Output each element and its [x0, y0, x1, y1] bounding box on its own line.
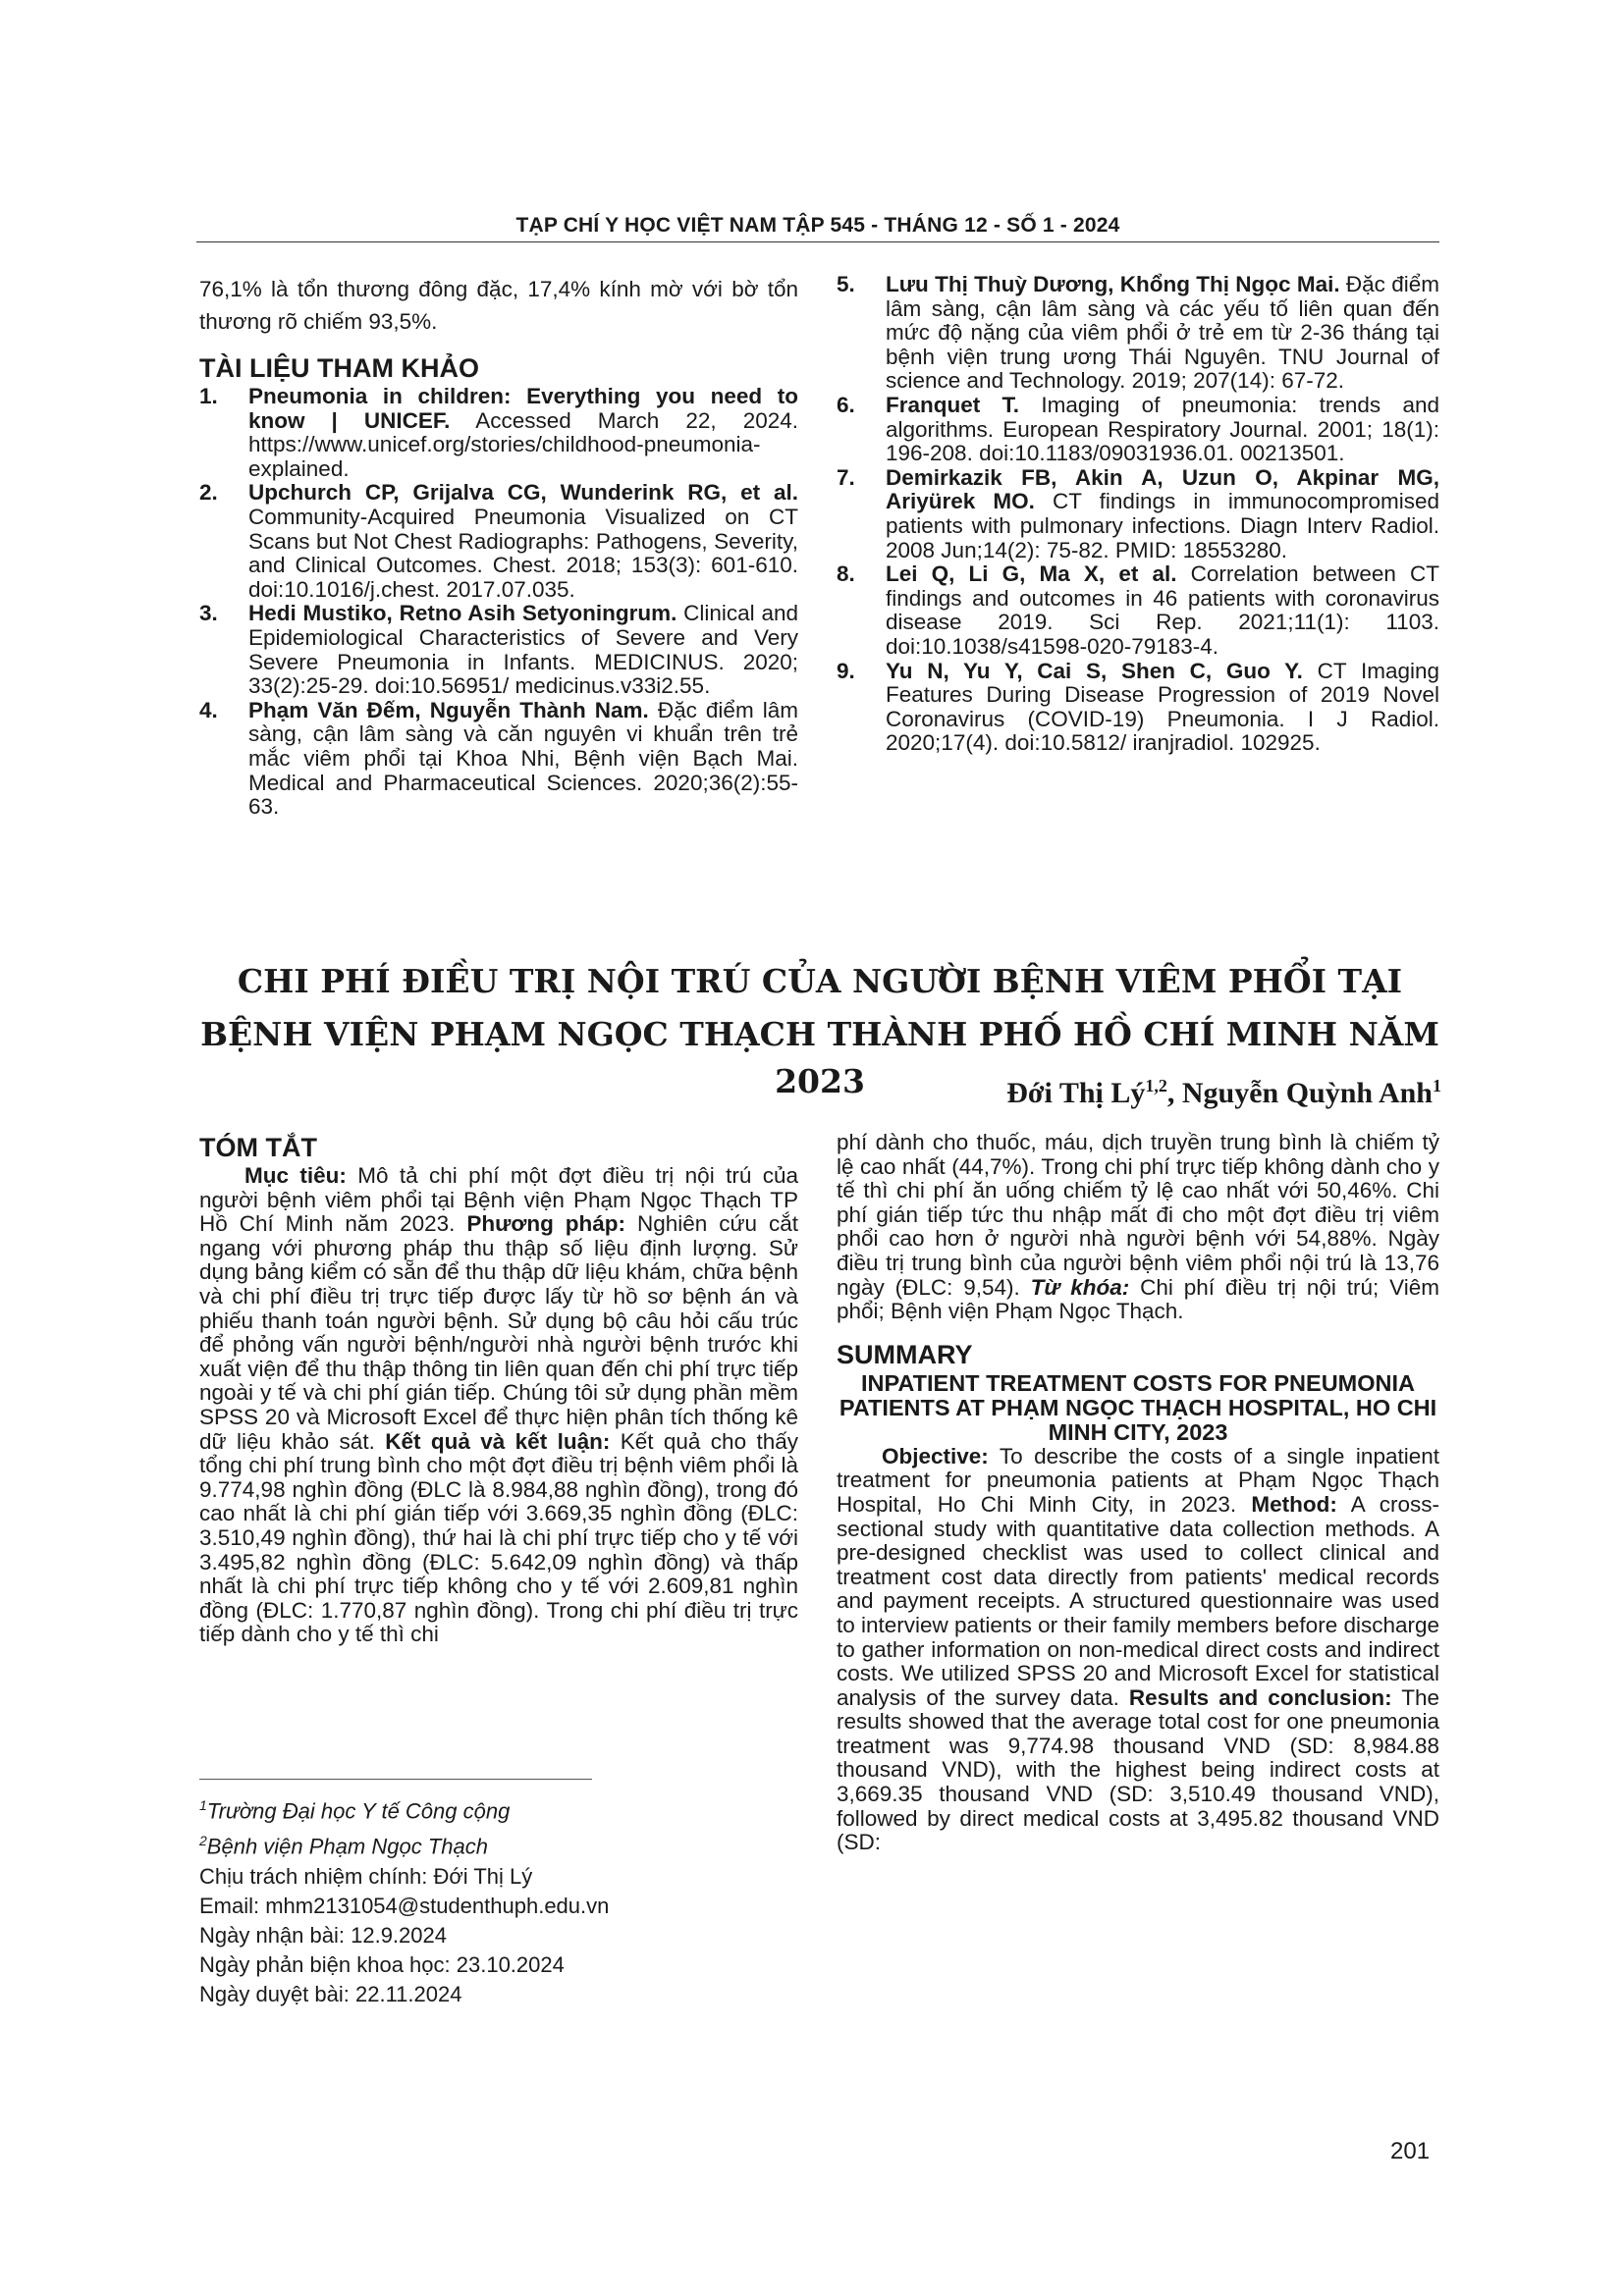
review-date: Ngày phản biện khoa học: 23.10.2024	[199, 1951, 565, 1977]
article-title-line-2: BỆNH VIỆN PHẠM NGỌC THẠCH THÀNH PHỐ HỒ CHÍ MINH NĂM 2023	[200, 1015, 1439, 1100]
abstract-continued-and-summary	[837, 1131, 1439, 1855]
footnote-divider	[199, 1779, 592, 1780]
reference-item: 1. Pneumonia in children: Everything you need to know | UNICEF. Accessed March 22, 2024. https://www.unicef.org/stories/childhood-pneumonia-explained.	[199, 384, 798, 481]
reference-item: 9. Yu N, Yu Y, Cai S, Shen C, Guo Y. CT Imaging Features During Disease Progression of 2019 Novel Coronavirus (COVID-19) Pneumonia. I J Radiol. 2020;17(4). doi:10.5812/ iranjradiol. 102925.	[837, 658, 1439, 756]
references-list-left	[199, 385, 798, 820]
author-name: Nguyễn Quỳnh Anh	[1181, 1077, 1433, 1109]
article-authors	[1006, 1076, 1441, 1110]
abstract-continued: phí dành cho thuốc, máu, dịch truyền trung bình là chiếm tỷ lệ cao nhất (44,7%). Trong chi phí trực tiếp không dành cho y tế thì chi phí ăn uống chiếm tỷ lệ cao nhất với 50,46%. Chi phí gián tiếp tức thu nhập mất đi cho một đợt điều trị viêm phổi cao hơn ở người nhà người bệnh với 54,88%. Ngày điều trị trung bình của người bệnh viêm phổi nội trú là 13,76 ngày (ĐLC: 9,54). Từ khóa: Chi phí điều trị nội trú; Viêm phổi; Bệnh viện Phạm Ngọc Thạch.	[837, 1130, 1439, 1324]
page-number: 201	[1390, 2138, 1431, 2164]
references-list-right	[837, 273, 1439, 756]
abstract-vietnamese	[199, 1131, 798, 1647]
previous-article-tail: 76,1% là tổn thương đông đặc, 17,4% kính mờ với bờ tổn thương rõ chiếm 93,5%.	[199, 277, 798, 334]
author-separator: ,	[1166, 1077, 1182, 1109]
reference-item: 5. Lưu Thị Thuỳ Dương, Khổng Thị Ngọc Mai. Đặc điểm lâm sàng, cận lâm sàng và các yếu tố liên quan đến mức độ nặng của viêm phổi ở trẻ em từ 2-36 tháng tại bệnh viện trung ương Thái Nguyên. TNU Journal of science and Technology. 2019; 207(14): 67-72.	[837, 272, 1439, 394]
reference-item: 3. Hedi Mustiko, Retno Asih Setyoningrum. Clinical and Epidemiological Characteristics of Severe and Very Severe Pneumonia in Infants. MEDICINUS. 2020; 33(2):25-29. doi:10.56951/ medicinus.v33i2.55.	[199, 601, 798, 699]
article-title-line-1: CHI PHÍ ĐIỀU TRỊ NỘI TRÚ CỦA NGƯỜI BỆNH VIÊM PHỔI TẠI	[237, 962, 1403, 1000]
affiliation-2: $^2$Bệnh viện Phạm Ngọc Thạch	[199, 1833, 488, 1859]
email: Email: mhm2131054@studenthuph.edu.vn	[199, 1893, 610, 1918]
reference-item: 6. Franquet T. Imaging of pneumonia: trends and algorithms. European Respiratory Journal. 2001; 18(1): 196-208. doi:10.1183/09031936.01. 00213501.	[837, 392, 1439, 466]
accepted-date: Ngày duyệt bài: 22.11.2024	[199, 1981, 462, 2006]
reference-item: 4. Phạm Văn Đếm, Nguyễn Thành Nam. Đặc điểm lâm sàng, cận lâm sàng và căn nguyên vi khuẩn trên trẻ mắc viêm phổi tại Khoa Nhi, Bệnh viện Bạch Mai. Medical and Pharmaceutical Sciences. 2020;36(2):55-63.	[199, 697, 798, 820]
author-affiliation-marker: 1	[1433, 1076, 1441, 1095]
header-divider	[196, 241, 1439, 242]
footnotes	[199, 1790, 609, 2009]
affiliation-1: $^1$Trường Đại học Y tế Công cộng	[199, 1797, 511, 1824]
references-left-column	[199, 273, 798, 820]
received-date: Ngày nhận bài: 12.9.2024	[199, 1922, 447, 1948]
references-heading: TÀI LIỆU THAM KHẢO	[199, 353, 479, 383]
summary-body: Objective: To describe the costs of a single inpatient treatment for pneumonia patients at Phạm Ngọc Thạch Hospital, Ho Chi Minh City, in 2023. Method: A cross-sectional study with quantitative data collection methods. A pre-designed checklist was used to collect clinical and treatment cost data directly from patients' medical records and payment receipts. A structured questionnaire was used to interview patients or their family members before discharge to gather information on non-medical direct costs and indirect costs. We utilized SPSS 20 and Microsoft Excel for statistical analysis of the survey data. Results and conclusion: The results showed that the average total cost for one pneumonia treatment was 9,774.98 thousand VND (SD: 8,984.88 thousand VND), with the highest being indirect costs at 3,669.35 thousand VND (SD: 3,510.49 thousand VND), followed by direct medical costs at 3,495.82 thousand VND (SD:	[837, 1443, 1440, 1855]
abstract-body: Mục tiêu: Mô tả chi phí một đợt điều trị nội trú của người bệnh viêm phổi tại Bệnh viện Phạm Ngọc Thạch TP Hồ Chí Minh năm 2023. Phương pháp: Nghiên cứu cắt ngang với phương pháp thu thập số liệu định lượng. Sử dụng bảng kiểm có sẵn để thu thập dữ liệu khám, chữa bệnh và chi phí điều trị trực tiếp được lấy từ hồ sơ bệnh án và phiếu thanh toán người bệnh. Sử dụng bộ câu hỏi cấu trúc để phỏng vấn người bệnh/người nhà người bệnh trước khi xuất viện để thu thập thông tin liên quan đến chi phí trực tiếp ngoài y tế và chi phí gián tiếp. Chúng tôi sử dụng phần mềm SPSS 20 và Microsoft Excel để thực hiện phân tích thống kê dữ liệu khảo sát. Kết quả và kết luận: Kết quả cho thấy tổng chi phí trung bình cho một đợt điều trị bệnh viêm phổi là 9.774,98 nghìn đồng (ĐLC là 8.984,88 nghìn đồng), trong đó cao nhất là chi phí gián tiếp với 3.669,35 nghìn đồng (ĐLC: 3.510,49 nghìn đồng), thứ hai là chi phí trực tiếp cho y tế với 3.495,82 nghìn đồng (ĐLC: 5.642,09 nghìn đồng) và thấp nhất là chi phí trực tiếp không cho y tế với 2.609,81 nghìn đồng (ĐLC: 1.770,87 nghìn đồng). Trong chi phí điều trị trực tiếp dành cho y tế thì chi	[199, 1163, 798, 1647]
reference-item: 7. Demirkazik FB, Akin A, Uzun O, Akpinar MG, Ariyürek MO. CT findings in immunocompromised patients with pulmonary infections. Diagn Interv Radiol. 2008 Jun;14(2): 75-82. PMID: 18553280.	[837, 464, 1439, 562]
corresponding-author: Chịu trách nhiệm chính: Đới Thị Lý	[199, 1863, 533, 1889]
references-right-column	[837, 273, 1439, 756]
reference-item: 8. Lei Q, Li G, Ma X, et al. Correlation between CT findings and outcomes in 46 patients with coronavirus disease 2019. Sci Rep. 2021;11(1): 1103. doi:10.1038/s41598-020-79183-4.	[837, 561, 1439, 659]
summary-title: INPATIENT TREATMENT COSTS FOR PNEUMONIA PATIENTS AT PHẠM NGỌC THẠCH HOSPITAL, HO CHI MINH CITY, 2023	[839, 1369, 1437, 1445]
journal-header: TẠP CHÍ Y HỌC VIỆT NAM TẬP 545 - THÁNG 12 - SỐ 1 - 2024	[515, 214, 1120, 237]
author-affiliation-marker: 1,2	[1145, 1076, 1167, 1095]
reference-item: 2. Upchurch CP, Grijalva CG, Wunderink RG, et al. Community-Acquired Pneumonia Visualized on CT Scans but Not Chest Radiographs: Pathogens, Severity, and Clinical Outcomes. Chest. 2018; 153(3): 601-610. doi:10.1016/j.chest. 2017.07.035.	[199, 480, 798, 602]
author-name: Đới Thị Lý	[1006, 1077, 1146, 1109]
summary-heading: SUMMARY	[837, 1339, 973, 1369]
abstract-heading: TÓM TẮT	[199, 1133, 317, 1162]
